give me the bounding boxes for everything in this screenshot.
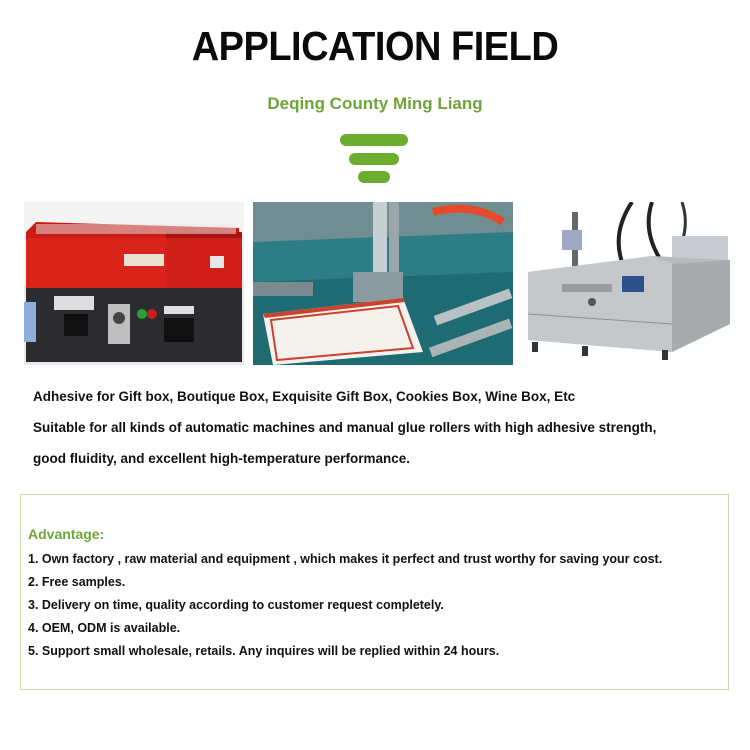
description-line-1: Adhesive for Gift box, Boutique Box, Exquisite Gift Box, Cookies Box, Wine Box, Etc	[33, 389, 576, 404]
advantage-item: 3. Delivery on time, quality according to customer request completely.	[28, 598, 444, 612]
description-line-2: Suitable for all kinds of automatic machines and manual glue rollers with high adhesive strength,	[33, 420, 657, 435]
advantage-title: Advantage:	[28, 526, 105, 542]
advantage-item: 1. Own factory , raw material and equipment , which makes it perfect and trust worthy for saving your cost.	[28, 552, 663, 566]
advantage-item: 4. OEM, ODM is available.	[28, 621, 181, 635]
advantage-panel	[20, 494, 729, 690]
advantage-item: 5. Support small wholesale, retails. Any inquires will be replied within 24 hours.	[28, 644, 500, 658]
automatic-box-line-photo	[253, 202, 513, 365]
advantage-item: 2. Free samples.	[28, 575, 126, 589]
company-subtitle: Deqing County Ming Liang	[267, 94, 483, 113]
gray-gluing-machine-photo	[522, 202, 732, 365]
funnel-bar-bottom	[358, 171, 390, 183]
funnel-bar-middle	[349, 153, 399, 165]
funnel-bar-top	[340, 134, 408, 146]
page-title: APPLICATION FIELD	[191, 24, 559, 70]
description-line-3: good fluidity, and excellent high-temperature performance.	[33, 451, 411, 466]
glue-machine-red-photo	[24, 202, 244, 365]
